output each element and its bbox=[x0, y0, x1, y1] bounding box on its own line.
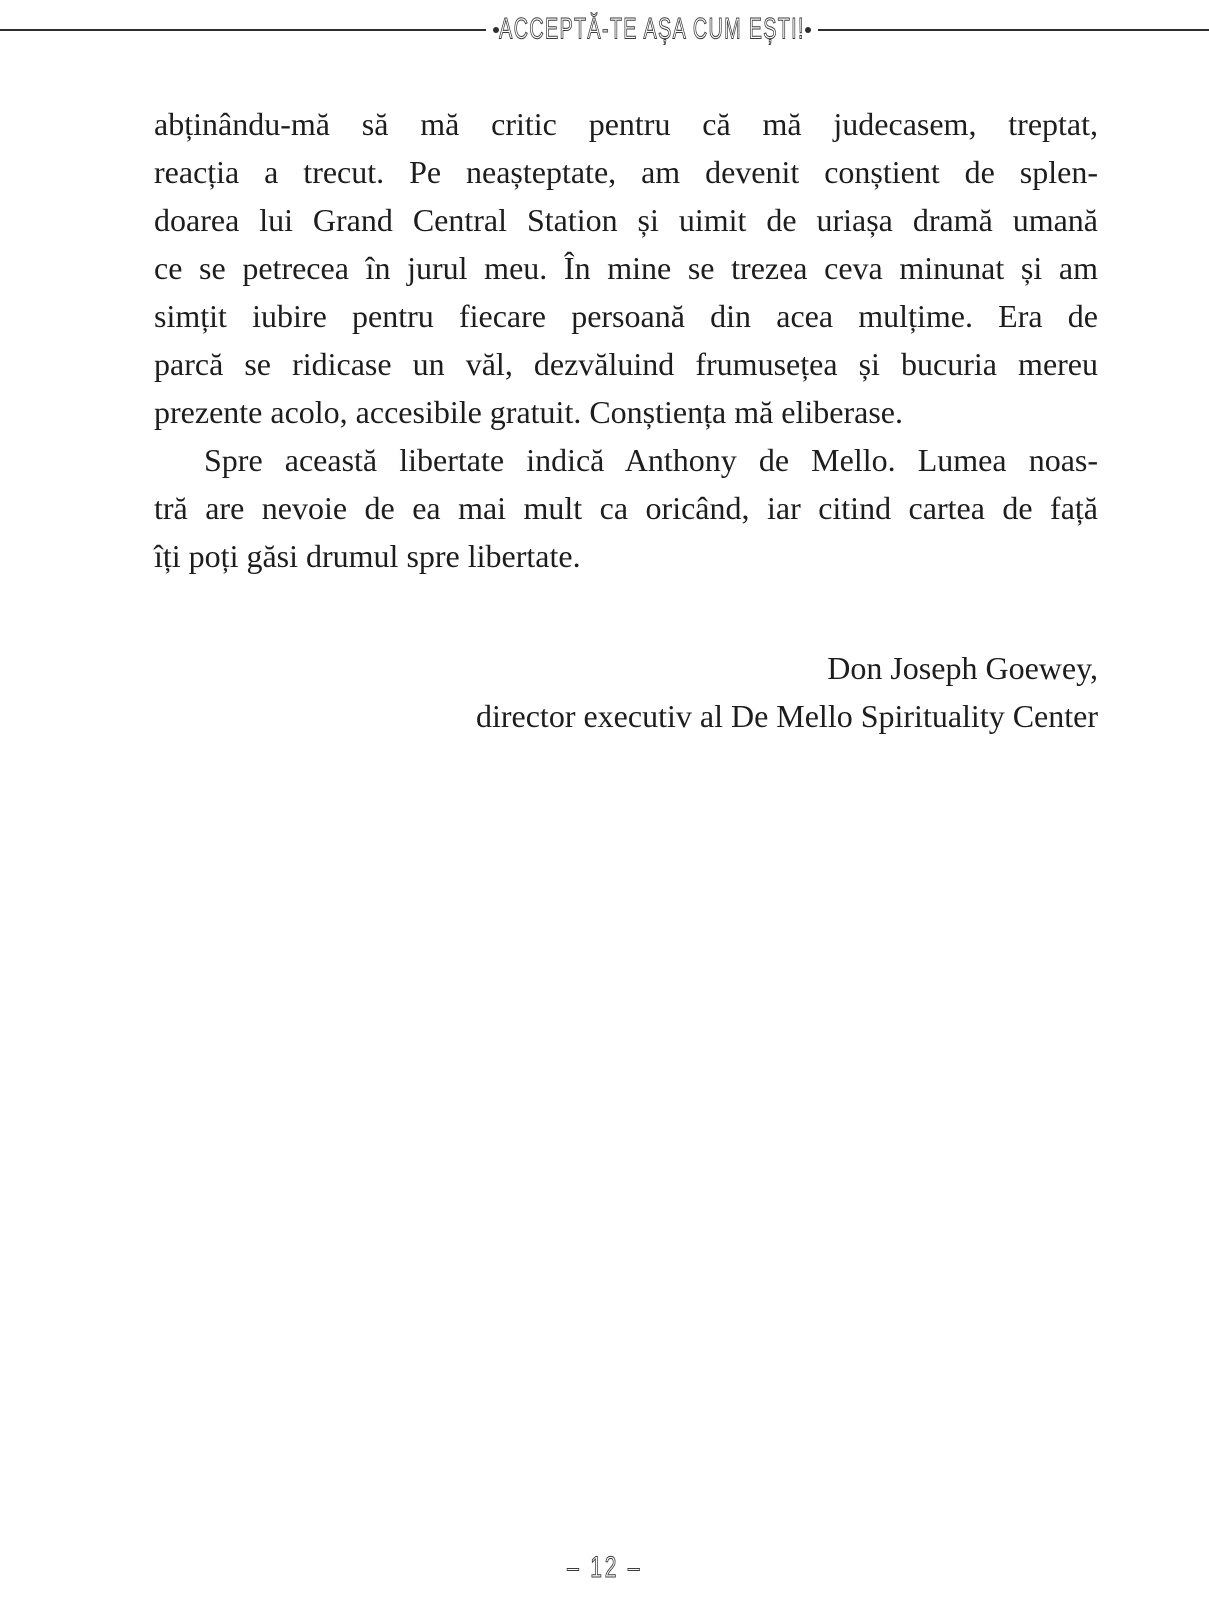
text-line: ce se petrecea în jurul meu. În mine se trezea ceva minunat și am bbox=[154, 250, 1098, 286]
text-line: prezente acolo, accesibile gratuit. Conștiența mă eliberase. bbox=[154, 394, 903, 430]
page-footer bbox=[0, 1544, 1209, 1597]
paragraph-1 bbox=[154, 100, 1098, 436]
ornament-dot-left bbox=[493, 27, 499, 33]
text-line: abținându-mă să mă critic pentru că mă judecasem, treptat, bbox=[154, 106, 1098, 142]
ornament-dot-right bbox=[805, 27, 811, 33]
text-line: parcă se ridicase un văl, dezvăluind frumusețea și bucuria mereu bbox=[154, 346, 1098, 382]
text-line: simțit iubire pentru fiecare persoană din acea mulțime. Era de bbox=[154, 298, 1098, 334]
text-line: tră are nevoie de ea mai mult ca oricând, iar citind cartea de față bbox=[154, 490, 1098, 526]
page-body bbox=[154, 100, 1098, 740]
text-line: îți poți găsi drumul spre libertate. bbox=[154, 538, 581, 574]
header-rule-left bbox=[0, 29, 486, 32]
text-line: doarea lui Grand Central Station și uimit de uriașa dramă umană bbox=[154, 202, 1098, 238]
text-line: Spre această libertate indică Anthony de Mello. Lumea noas- bbox=[204, 442, 1098, 478]
running-header bbox=[0, 2, 1209, 58]
header-rule-right bbox=[818, 29, 1209, 32]
page-number: – 12 – bbox=[566, 1551, 643, 1584]
signature-name: Don Joseph Goewey, bbox=[827, 650, 1098, 686]
paragraph-2 bbox=[154, 436, 1098, 580]
text-line: reacția a trecut. Pe neașteptate, am devenit conștient de splen- bbox=[154, 154, 1098, 190]
signature-block bbox=[154, 644, 1098, 740]
running-header-title-box bbox=[499, 8, 805, 52]
running-header-title: ACCEPTĂ-TE AȘA CUM EȘTI! bbox=[499, 12, 805, 46]
signature-title: director executiv al De Mello Spirituality Center bbox=[475, 698, 1098, 734]
